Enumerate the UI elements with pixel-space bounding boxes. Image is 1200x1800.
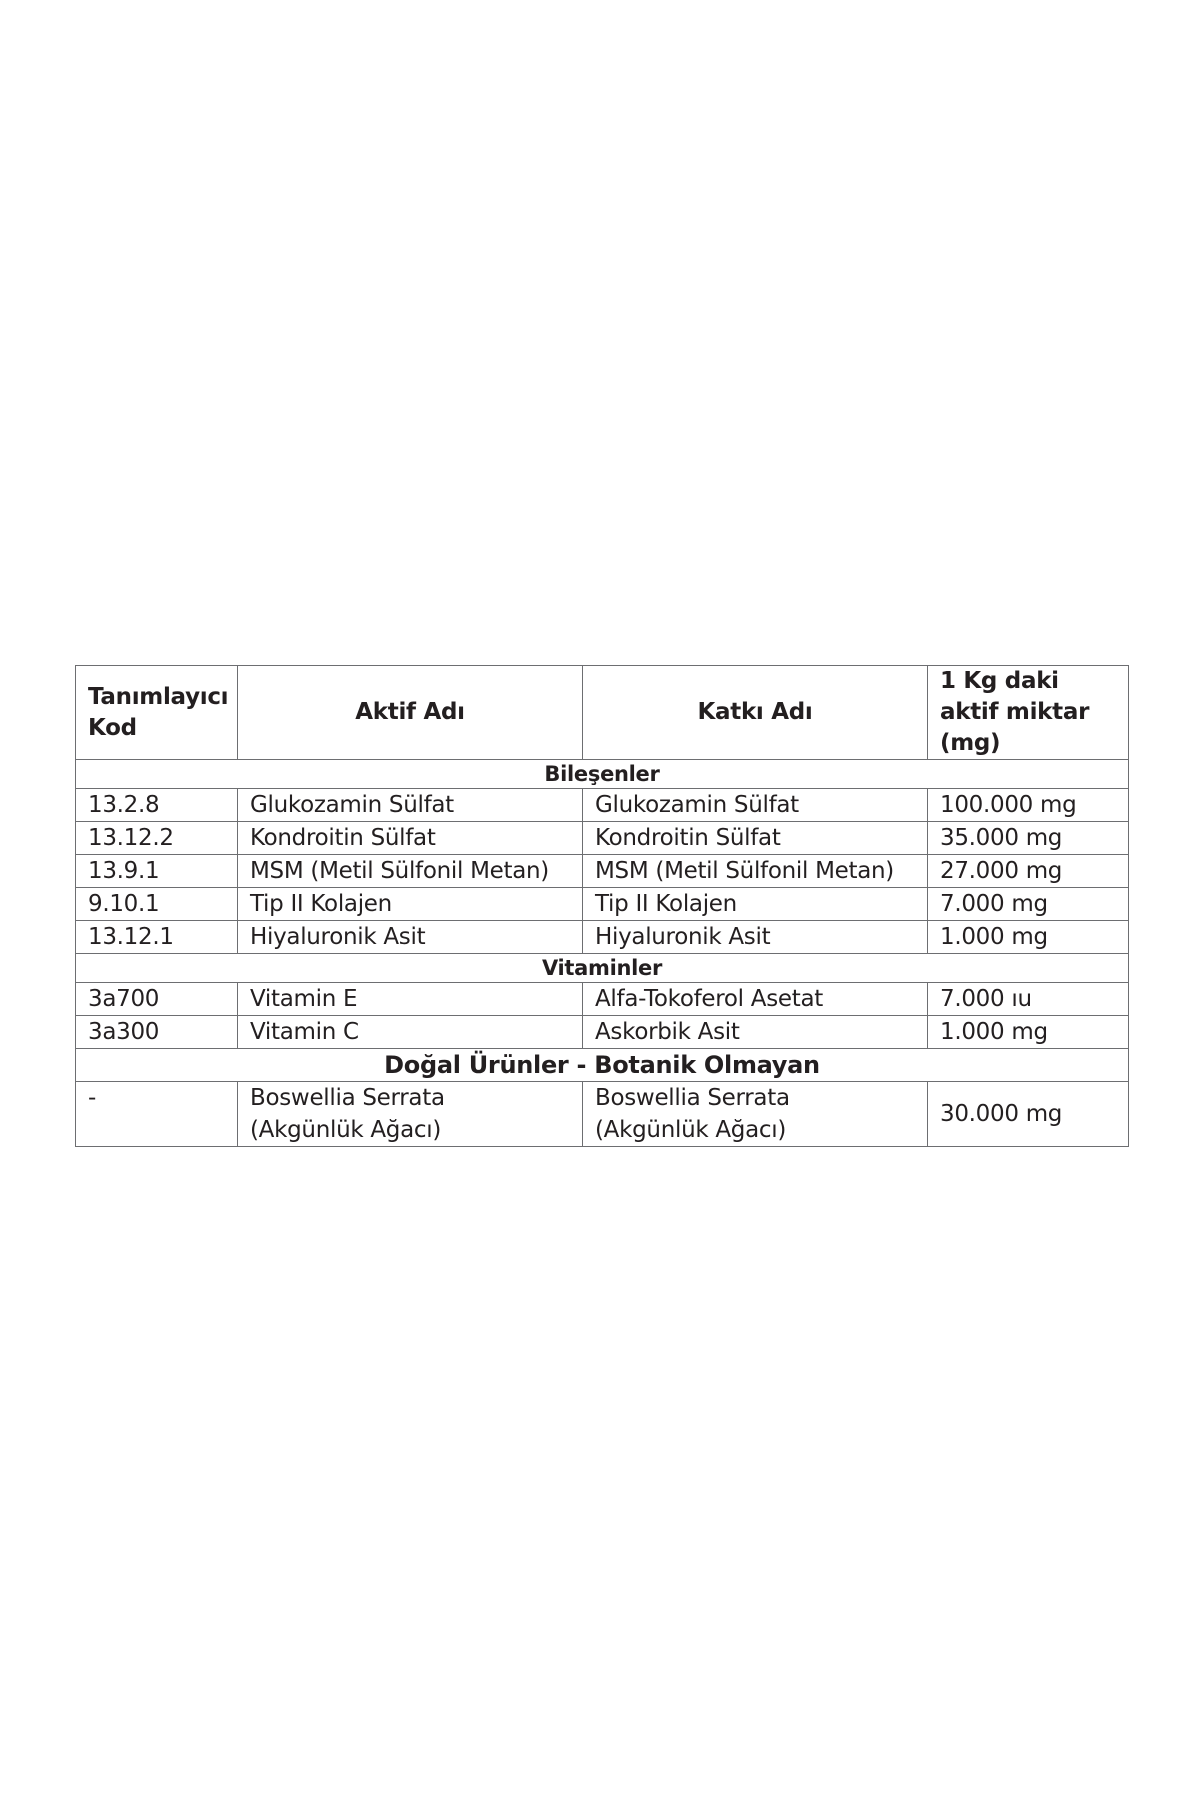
cell-additive: Alfa-Tokoferol Asetat — [583, 983, 928, 1016]
cell-active — [238, 1082, 583, 1147]
cell-additive — [583, 1082, 928, 1147]
cell-amount: 1.000 mg — [928, 921, 1129, 954]
table-row — [76, 822, 1129, 855]
cell-additive: Tip II Kolajen — [583, 888, 928, 921]
cell-additive: Askorbik Asit — [583, 1016, 928, 1049]
cell-active: Vitamin C — [238, 1016, 583, 1049]
section-row-vitaminler — [76, 954, 1129, 983]
cell-active: MSM (Metil Sülfonil Metan) — [238, 855, 583, 888]
cell-amount: 30.000 mg — [928, 1082, 1129, 1147]
cell-code: 13.2.8 — [76, 789, 238, 822]
cell-active-line: (Akgünlük Ağacı) — [250, 1117, 442, 1143]
section-row-dogal-urunler — [76, 1049, 1129, 1082]
cell-active: Glukozamin Sülfat — [238, 789, 583, 822]
cell-active: Vitamin E — [238, 983, 583, 1016]
cell-additive-line: (Akgünlük Ağacı) — [595, 1117, 787, 1143]
table-row — [76, 921, 1129, 954]
header-active-name: Aktif Adı — [238, 666, 583, 760]
section-title: Vitaminler — [76, 954, 1129, 983]
table-header-row — [76, 666, 1129, 760]
cell-active: Hiyaluronik Asit — [238, 921, 583, 954]
section-title: Doğal Ürünler - Botanik Olmayan — [76, 1049, 1129, 1082]
cell-active: Kondroitin Sülfat — [238, 822, 583, 855]
table-row — [76, 888, 1129, 921]
cell-code: - — [76, 1082, 238, 1147]
cell-amount: 1.000 mg — [928, 1016, 1129, 1049]
cell-amount: 7.000 mg — [928, 888, 1129, 921]
header-amount: 1 Kg daki aktif miktar (mg) — [928, 666, 1129, 760]
header-additive-name: Katkı Adı — [583, 666, 928, 760]
cell-active-line: Boswellia Serrata — [250, 1085, 445, 1111]
cell-amount: 35.000 mg — [928, 822, 1129, 855]
cell-amount: 100.000 mg — [928, 789, 1129, 822]
cell-amount: 7.000 ıu — [928, 983, 1129, 1016]
cell-additive: Hiyaluronik Asit — [583, 921, 928, 954]
table-row — [76, 1082, 1129, 1147]
ingredients-table — [75, 665, 1129, 1147]
table-row — [76, 789, 1129, 822]
header-code: Tanımlayıcı Kod — [76, 666, 238, 760]
cell-additive: Glukozamin Sülfat — [583, 789, 928, 822]
cell-additive: Kondroitin Sülfat — [583, 822, 928, 855]
cell-additive: MSM (Metil Sülfonil Metan) — [583, 855, 928, 888]
cell-amount: 27.000 mg — [928, 855, 1129, 888]
cell-code: 13.12.1 — [76, 921, 238, 954]
cell-code: 13.12.2 — [76, 822, 238, 855]
table-row — [76, 983, 1129, 1016]
table-row — [76, 1016, 1129, 1049]
cell-code: 9.10.1 — [76, 888, 238, 921]
section-row-bilesenler — [76, 760, 1129, 789]
cell-active: Tip II Kolajen — [238, 888, 583, 921]
section-title: Bileşenler — [76, 760, 1129, 789]
ingredients-table-container — [75, 665, 1128, 1147]
cell-code: 3a700 — [76, 983, 238, 1016]
cell-code: 3a300 — [76, 1016, 238, 1049]
cell-code: 13.9.1 — [76, 855, 238, 888]
cell-additive-line: Boswellia Serrata — [595, 1085, 790, 1111]
table-row — [76, 855, 1129, 888]
